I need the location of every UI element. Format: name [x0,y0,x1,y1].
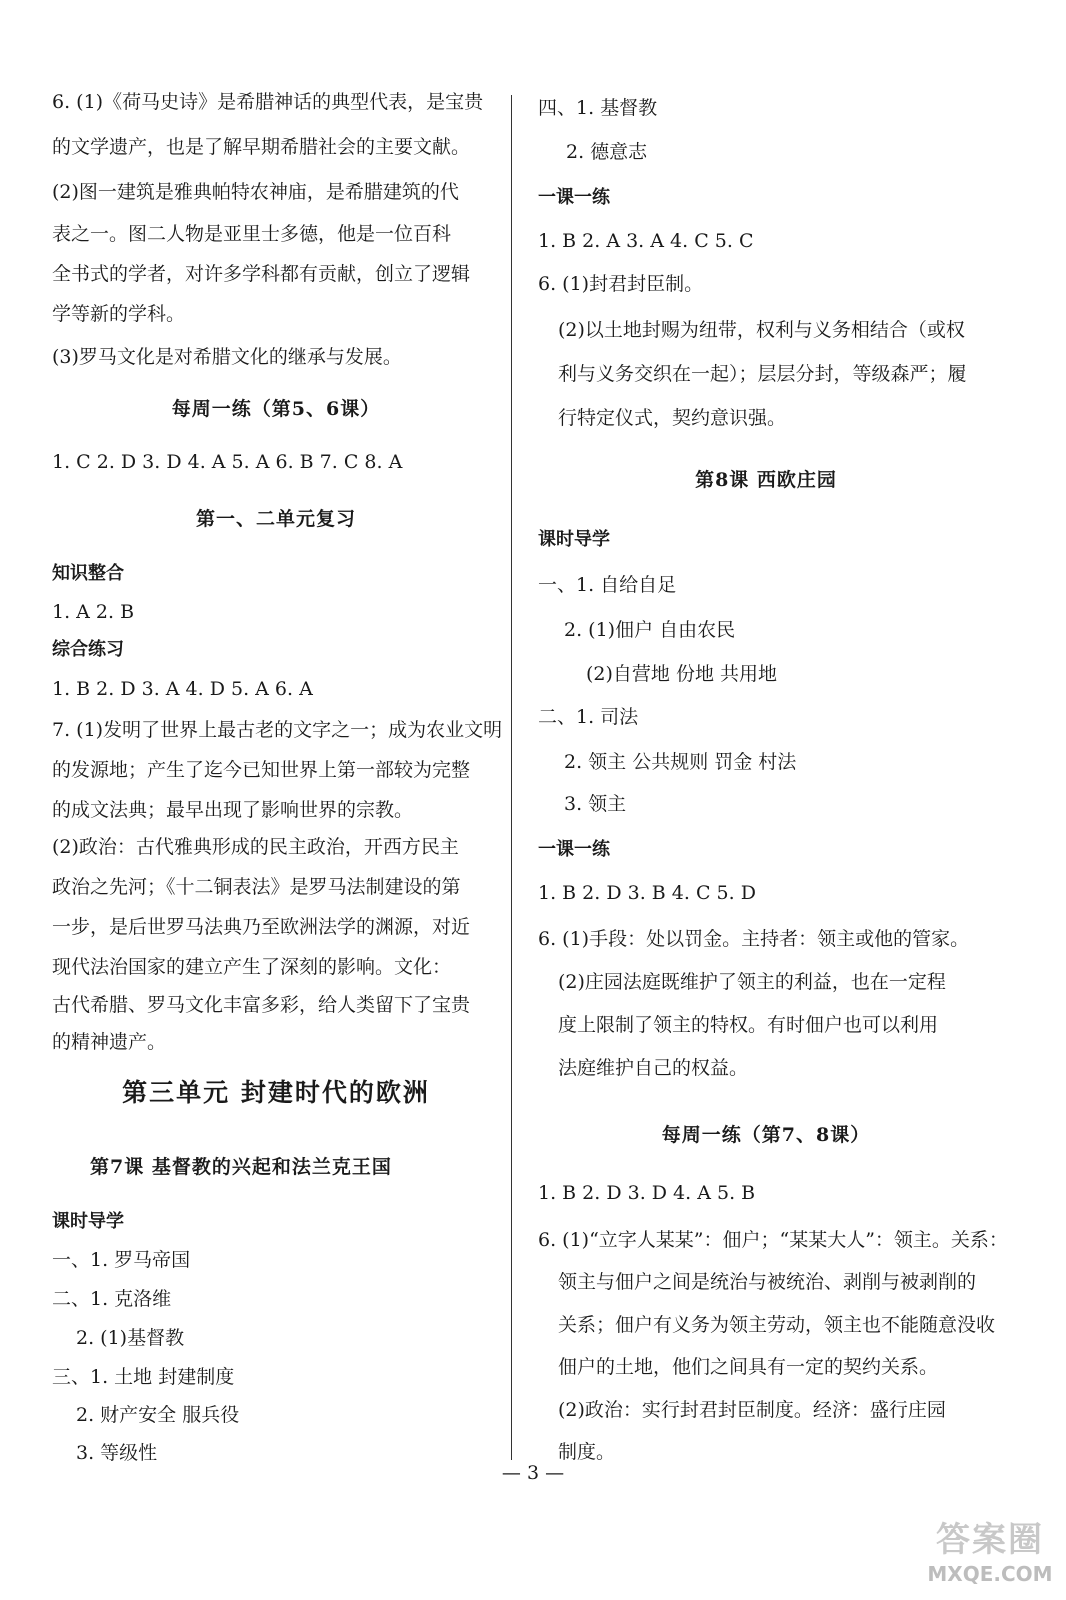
watermark-url: MXQE.COM [927,1562,1053,1586]
answer-line: 7. (1)发明了世界上最古老的文字之一；成为农业文明 [52,719,503,741]
answer-line: 6. (1)“立字人某某”：佃户；“某某大人”：领主。关系： [538,1229,1008,1251]
answer-line: 的文学遗产，也是了解早期希腊社会的主要文献。 [52,136,471,158]
answer-line: 二、1. 司法 [538,706,639,728]
answer-line: 法庭维护自己的权益。 [558,1057,749,1079]
answer-line: 全书式的学者，对许多学科都有贡献，创立了逻辑 [52,263,471,285]
lesson-title-7: 第7课 基督教的兴起和法兰克王国 [90,1156,392,1178]
sub-heading-keshi: 课时导学 [52,1211,124,1232]
section-heading-weekly-7-8: 每周一练（第7、8课） [661,1124,871,1146]
page-number: — 3 — [501,1462,565,1484]
answer-line: 1. A 2. B [52,601,135,623]
sub-heading-zonghe: 综合练习 [52,639,124,660]
answer-line: 利与义务交织在一起）；层层分封，等级森严；履 [558,363,967,385]
answer-line: 四、1. 基督教 [538,97,658,119]
watermark-logo-text: 答案圈 [936,1520,1044,1560]
answer-line: 1. B 2. D 3. A 4. D 5. A 6. A [52,678,313,700]
answer-line: (3)罗马文化是对希腊文化的继承与发展。 [52,346,402,368]
unit-title: 第三单元 封建时代的欧洲 [122,1078,430,1107]
answer-line: 表之一。图二人物是亚里士多德，他是一位百科 [52,223,452,245]
sub-heading-zhishi: 知识整合 [52,563,124,584]
answer-line: 2. (1)基督教 [76,1327,185,1349]
answer-line: 政治之先河；《十二铜表法》是罗马法制建设的第 [52,876,461,898]
column-divider [511,95,512,1460]
answer-line: 古代希腊、罗马文化丰富多彩，给人类留下了宝贵 [52,994,471,1016]
answer-line: 三、1. 土地 封建制度 [52,1366,235,1388]
answer-line: 2. 德意志 [566,141,648,163]
answer-line: 2. (1)佃户 自由农民 [564,619,736,641]
lesson-title-8: 第8课 西欧庄园 [695,469,837,491]
answer-line: 1. B 2. D 3. B 4. C 5. D [538,882,756,904]
answer-line: 1. B 2. D 3. D 4. A 5. B [538,1182,756,1204]
answer-line: 制度。 [558,1441,616,1463]
answer-line: 2. 领主 公共规则 罚金 村法 [564,751,797,773]
answer-line: 一步，是后世罗马法典乃至欧洲法学的渊源，对近 [52,916,471,938]
answer-line: 3. 领主 [564,793,627,815]
answer-line: 1. C 2. D 3. D 4. A 5. A 6. B 7. C 8. A [52,451,403,473]
answer-line: 度上限制了领主的特权。有时佃户也可以利用 [558,1014,939,1036]
answer-line: (2)以土地封赐为纽带，权利与义务相结合（或权 [558,319,965,341]
answer-line: 6. (1)手段：处以罚金。主持者：领主或他的管家。 [538,928,970,950]
answer-line: 6. (1)《荷马史诗》是希腊神话的典型代表，是宝贵 [52,91,484,113]
answer-line: 2. 财产安全 服兵役 [76,1404,240,1426]
watermark [924,1512,1056,1592]
answer-line: 关系；佃户有义务为领主劳动，领主也不能随意没收 [558,1314,996,1336]
answer-line: (2)庄园法庭既维护了领主的利益，也在一定程 [558,971,946,993]
answer-line: 6. (1)封君封臣制。 [538,273,704,295]
sub-heading-yike: 一课一练 [538,839,610,860]
answer-line: 1. B 2. A 3. A 4. C 5. C [538,230,754,252]
answer-line: (2)图一建筑是雅典帕特农神庙，是希腊建筑的代 [52,181,459,203]
section-heading-review: 第一、二单元复习 [195,508,356,530]
sub-heading-keshi: 课时导学 [538,529,610,550]
answer-line: 行特定仪式，契约意识强。 [558,407,787,429]
answer-line: 现代法治国家的建立产生了深刻的影响。文化： [52,956,452,978]
answer-line: 的成文法典；最早出现了影响世界的宗教。 [52,799,414,821]
answer-line: (2)政治：实行封君封臣制度。经济：盛行庄园 [558,1399,946,1421]
answer-line: 的发源地；产生了迄今已知世界上第一部较为完整 [52,759,471,781]
answer-line: (2)自营地 份地 共用地 [586,663,777,685]
answer-line: 领主与佃户之间是统治与被统治、剥削与被剥削的 [558,1271,977,1293]
answer-line: 一、1. 自给自足 [538,574,677,596]
answer-line: 佃户的土地，他们之间具有一定的契约关系。 [558,1356,939,1378]
answer-line: 一、1. 罗马帝国 [52,1249,191,1271]
answer-line: 的精神遗产。 [52,1031,167,1053]
answer-line: (2)政治：古代雅典形成的民主政治，开西方民主 [52,836,459,858]
sub-heading-yike: 一课一练 [538,187,610,208]
answer-line: 学等新的学科。 [52,303,186,325]
answer-line: 二、1. 克洛维 [52,1288,172,1310]
section-heading-weekly-5-6: 每周一练（第5、6课） [171,398,381,420]
answer-line: 3. 等级性 [76,1442,158,1464]
